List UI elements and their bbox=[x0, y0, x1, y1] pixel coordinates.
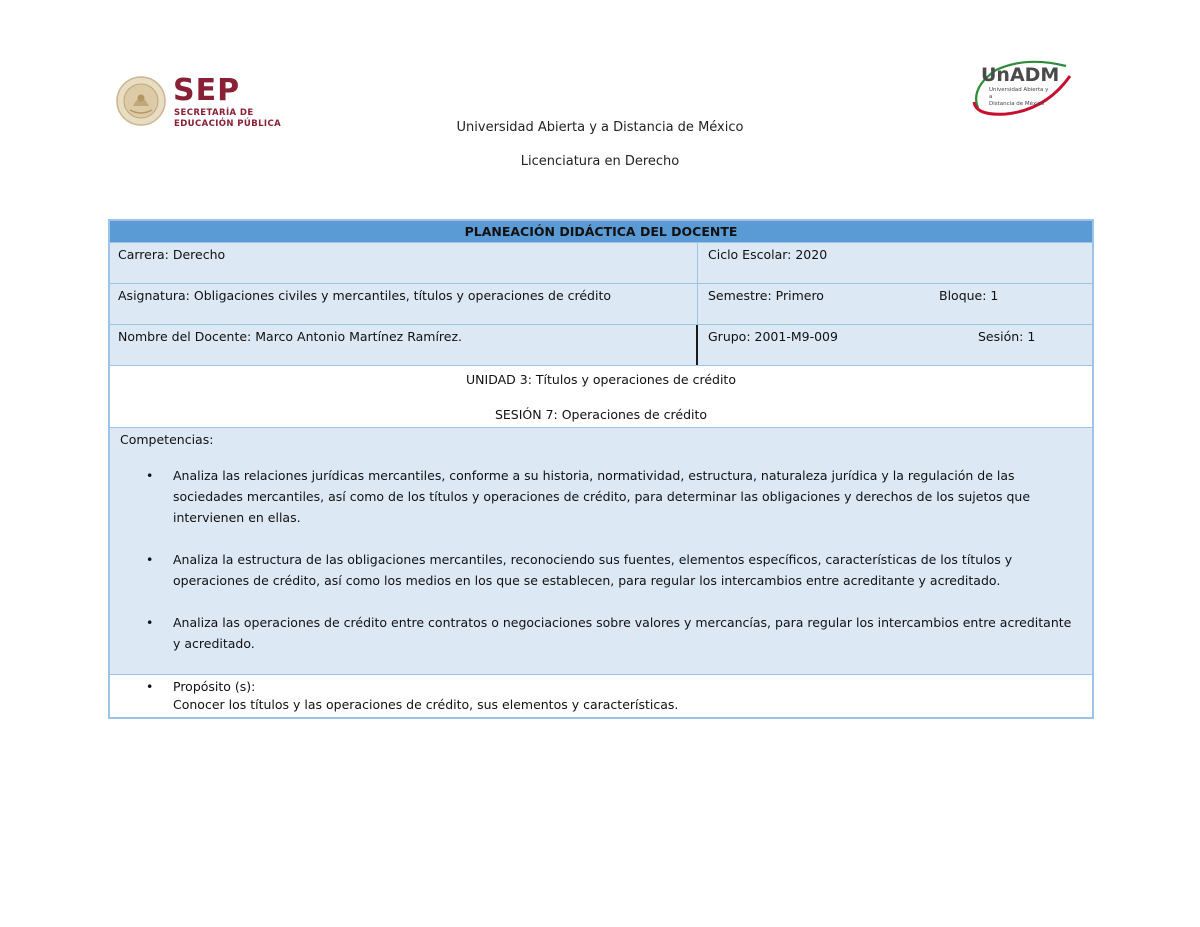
proposito-text: Conocer los títulos y las operaciones de crédito, sus elementos y características. bbox=[173, 697, 679, 712]
competencia-text: Analiza las operaciones de crédito entre contratos o negociaciones sobre valores y mercancías, para regular los intercambios entre acreditante y acreditado. bbox=[173, 615, 1072, 651]
table-row-competencias bbox=[110, 427, 1092, 674]
asignatura-cell: Asignatura: Obligaciones civiles y mercantiles, títulos y operaciones de crédito bbox=[110, 284, 698, 324]
mexico-seal-icon bbox=[116, 76, 166, 126]
planning-table bbox=[108, 219, 1094, 719]
proposito-title: Propósito (s): bbox=[173, 679, 256, 694]
unadm-subtitle: Universidad Abierta y a Distancia de México bbox=[989, 87, 1049, 107]
list-item bbox=[120, 549, 1082, 591]
table-row-unidad bbox=[110, 365, 1092, 427]
bullet-icon: • bbox=[146, 615, 154, 630]
competencias-title: Competencias: bbox=[120, 432, 214, 447]
table-row-carrera bbox=[110, 242, 1092, 283]
bullet-icon: • bbox=[146, 679, 154, 694]
program-name: Licenciatura en Derecho bbox=[520, 154, 680, 169]
sep-wordmark: SEP bbox=[173, 73, 241, 108]
proposito-title-line bbox=[120, 678, 1082, 696]
sep-subtitle-line1: SECRETARÍA DE bbox=[174, 108, 254, 118]
semestre-label: Semestre: Primero bbox=[708, 288, 824, 303]
table-row-asignatura bbox=[110, 283, 1092, 324]
bullet-icon: • bbox=[146, 468, 154, 483]
table-title: PLANEACIÓN DIDÁCTICA DEL DOCENTE bbox=[464, 224, 738, 239]
university-name: Universidad Abierta y a Distancia de México bbox=[456, 120, 744, 135]
sep-subtitle-line2: EDUCACIÓN PÚBLICA bbox=[174, 119, 282, 129]
list-item bbox=[120, 612, 1082, 654]
sesion-number-label: Sesión: 1 bbox=[978, 329, 1036, 344]
table-row-docente bbox=[110, 324, 1092, 365]
grupo-cell bbox=[698, 325, 1092, 365]
competencia-text: Analiza la estructura de las obligaciones mercantiles, reconociendo sus fuentes, elementos específicos, características de los títulos y operaciones de crédito, así como los medios en los que se establecen, para regular los intercambios entre acreditante y acreditado. bbox=[173, 552, 1013, 588]
list-item bbox=[120, 465, 1082, 528]
unadm-logo bbox=[966, 58, 1078, 120]
unadm-wordmark: UnADM bbox=[981, 64, 1060, 86]
docente-cell: Nombre del Docente: Marco Antonio Martínez Ramírez. bbox=[110, 325, 698, 365]
carrera-cell: Carrera: Derecho bbox=[110, 243, 698, 283]
unidad-label: UNIDAD 3: Títulos y operaciones de crédito bbox=[466, 372, 736, 387]
competencias-list bbox=[120, 465, 1082, 675]
table-row-proposito bbox=[110, 674, 1092, 717]
sesion-label: SESIÓN 7: Operaciones de crédito bbox=[494, 407, 708, 422]
bloque-label: Bloque: 1 bbox=[939, 288, 999, 303]
grupo-label: Grupo: 2001-M9-009 bbox=[708, 329, 838, 344]
competencia-text: Analiza las relaciones jurídicas mercantiles, conforme a su historia, normatividad, estructura, naturaleza jurídica y la regulación de las sociedades mercantiles, así como de los títulos y operaciones de crédito, para determinar las obligaciones y derechos de los sujetos que intervienen en ellas. bbox=[173, 468, 1031, 525]
bullet-icon: • bbox=[146, 552, 154, 567]
table-title-row bbox=[110, 221, 1092, 242]
semestre-cell bbox=[698, 284, 1092, 324]
ciclo-cell: Ciclo Escolar: 2020 bbox=[708, 247, 828, 262]
